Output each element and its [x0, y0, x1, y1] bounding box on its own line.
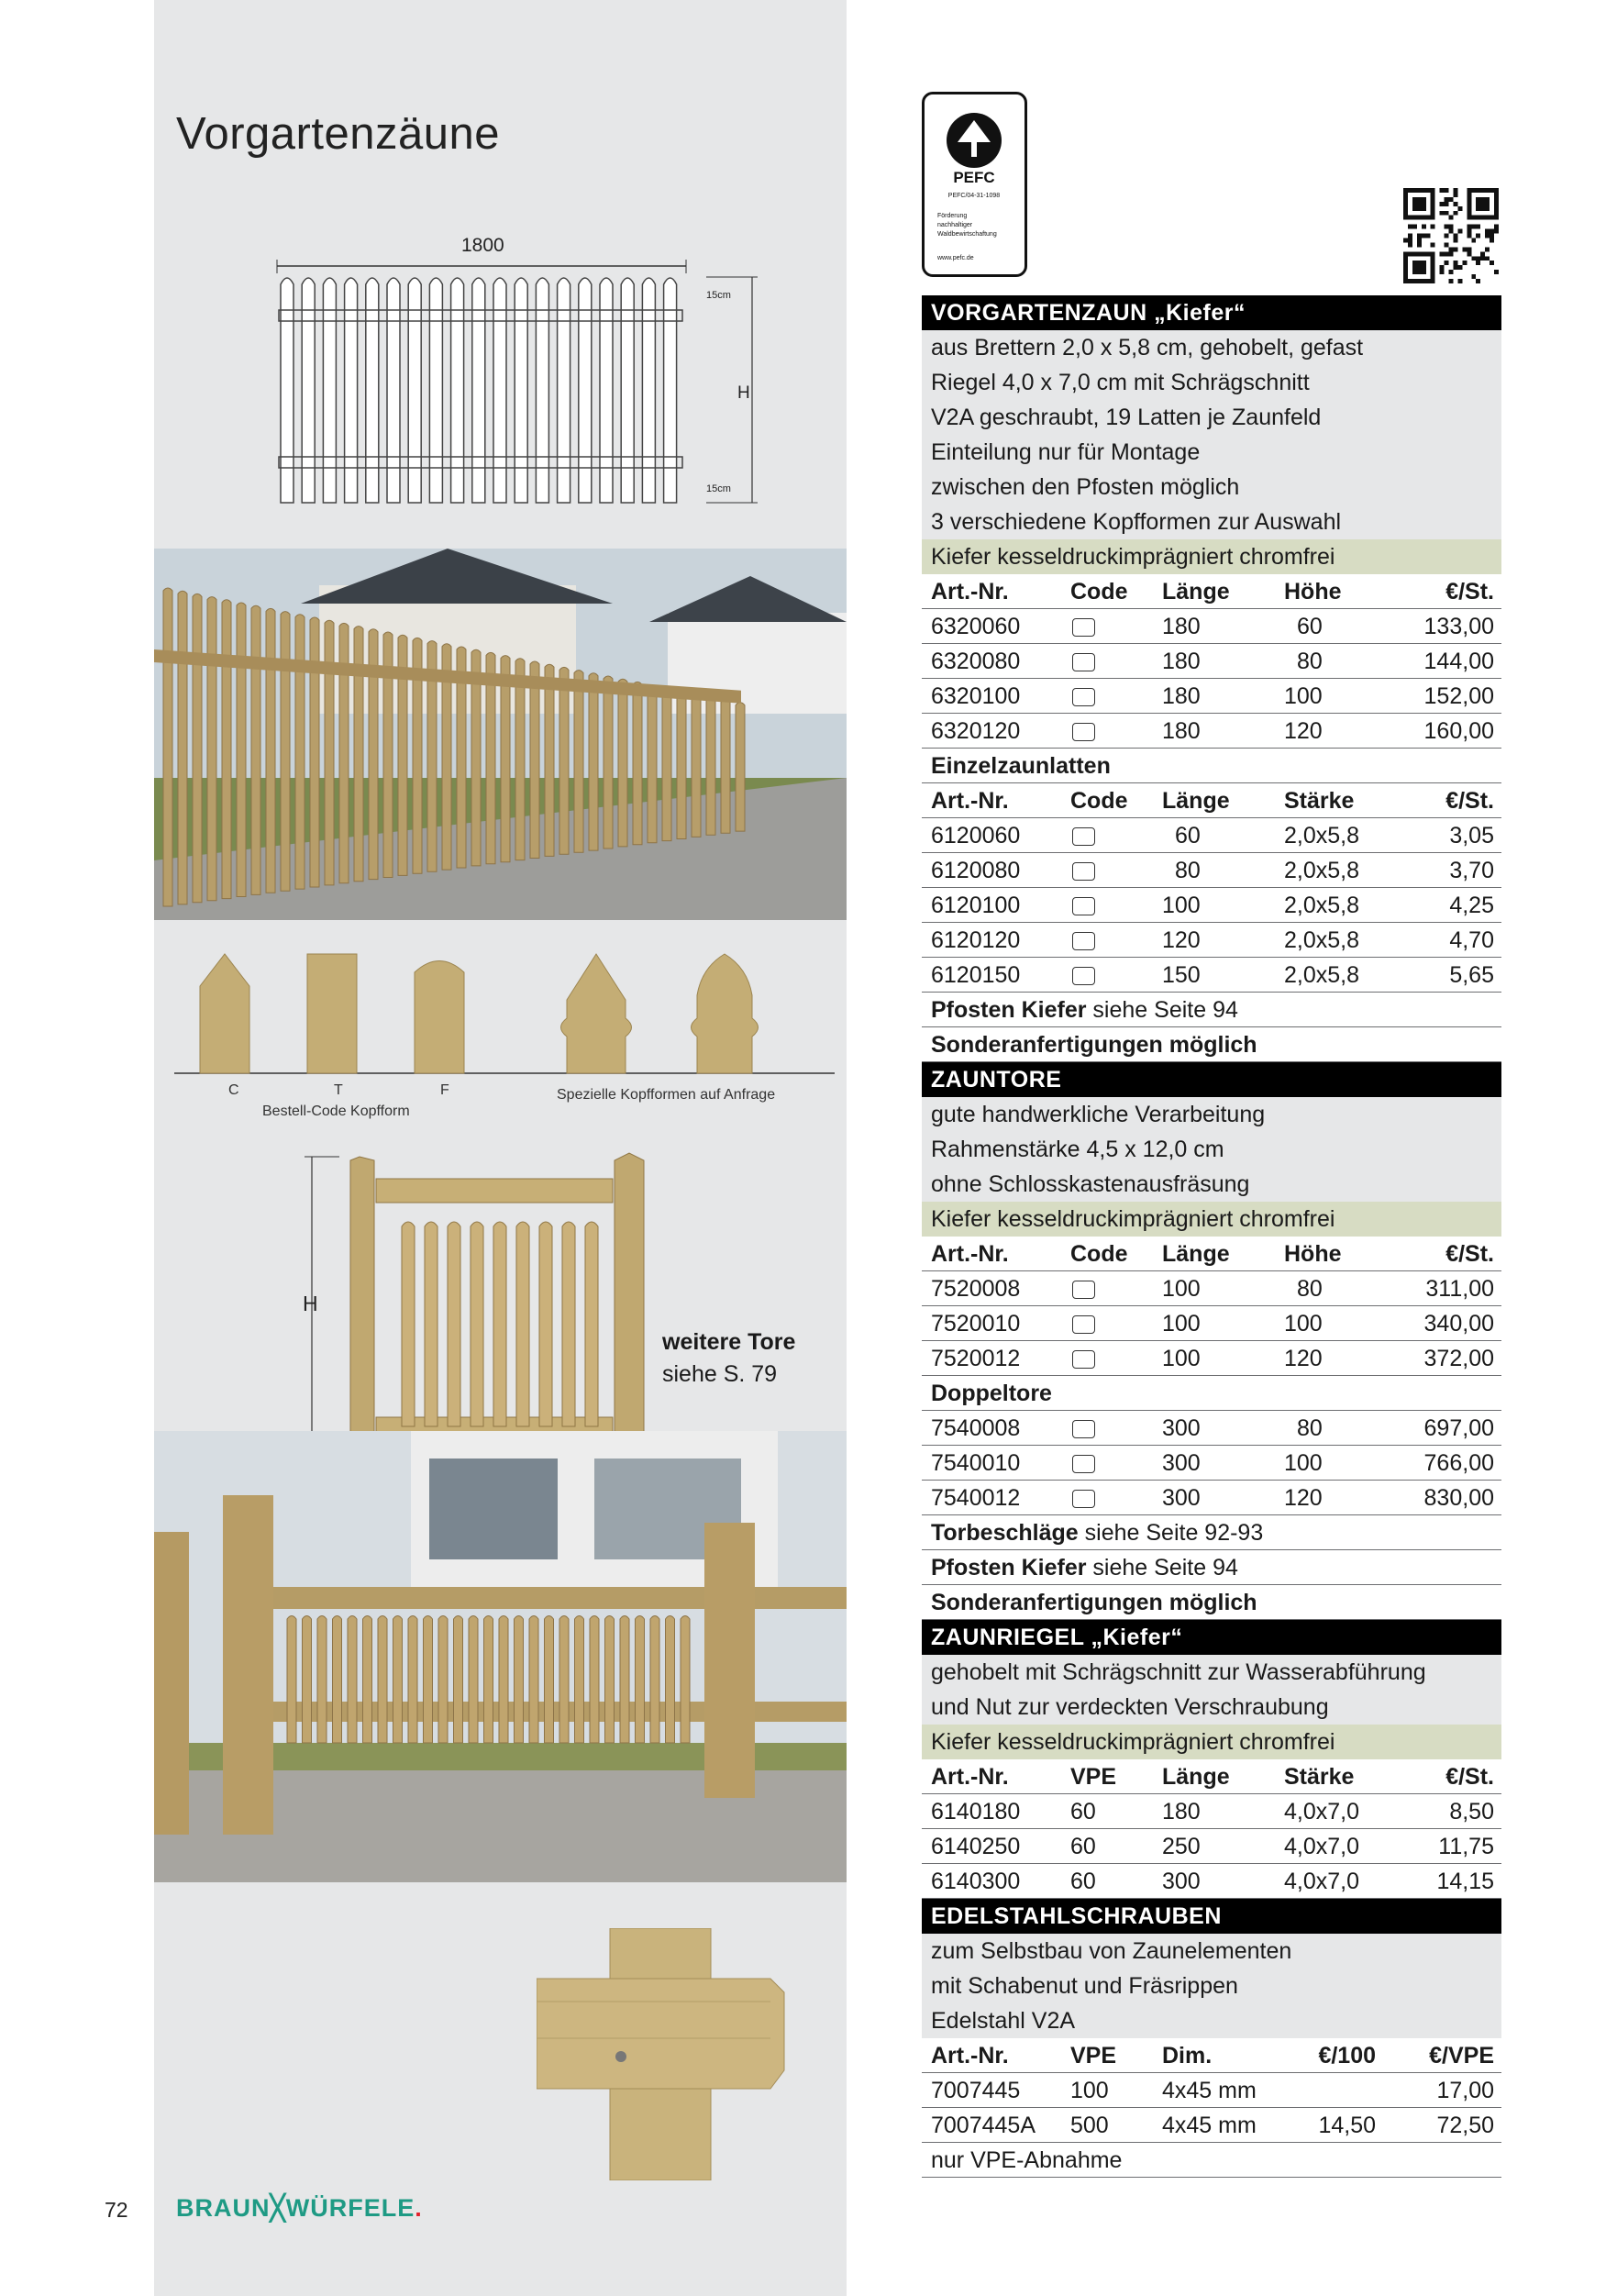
photo-picket — [589, 673, 598, 850]
sub-title: Doppeltore — [922, 1376, 1501, 1411]
photo-picket — [515, 659, 525, 860]
riegel-material: Kiefer kesseldruckimprägniert chromfrei — [922, 1725, 1501, 1759]
riegel-desc-1: gehobelt mit Schrägschnitt zur Wasserabführung — [922, 1655, 1501, 1690]
photo-picket — [666, 1616, 675, 1744]
code-checkbox[interactable] — [1072, 862, 1095, 881]
page-title: Vorgartenzäune — [176, 109, 500, 159]
page-number: 72 — [105, 2198, 128, 2222]
code-t: T — [334, 1082, 343, 1098]
width-label: 1800 — [461, 235, 504, 256]
picket — [515, 278, 527, 503]
photo-picket — [559, 667, 569, 854]
gate-photo — [154, 1431, 847, 1882]
picket — [366, 278, 379, 503]
gate-picket — [493, 1222, 506, 1426]
table-row: 6320100 180 100 152,00 — [922, 679, 1501, 714]
photo-picket — [515, 1616, 524, 1744]
photo-picket — [178, 591, 187, 904]
photo-picket — [530, 661, 539, 859]
table-row: 6140250 60 250 4,0x7,0 11,75 — [922, 1829, 1501, 1864]
table-header: Art.-Nr. VPE Länge Stärke €/St. — [922, 1759, 1501, 1794]
section-kiefer-title: VORGARTENZAUN „Kiefer“ — [922, 295, 1501, 330]
fence-photo — [154, 549, 847, 920]
photo-picket — [207, 597, 216, 901]
tore-desc-1: gute handwerkliche Verarbeitung — [922, 1097, 1501, 1132]
pefc-label: PEFC — [953, 169, 995, 186]
photo-picket — [266, 608, 275, 893]
photo-picket — [620, 1616, 629, 1744]
photo-picket — [721, 700, 730, 834]
photo-picket — [348, 1616, 357, 1744]
brand-dot: . — [415, 2194, 423, 2222]
code-checkbox[interactable] — [1072, 618, 1095, 637]
code-checkbox[interactable] — [1072, 1315, 1095, 1334]
photo-picket — [736, 703, 745, 831]
picket — [579, 278, 592, 503]
photo-picket — [237, 603, 246, 897]
tore-desc-2: Rahmenstärke 4,5 x 12,0 cm — [922, 1132, 1501, 1167]
kiefer-material: Kiefer kesseldruckimprägniert chromfrei — [922, 539, 1501, 574]
photo-picket — [287, 1616, 296, 1744]
table-header: Art.-Nr. Code Länge Höhe €/St. — [922, 1237, 1501, 1271]
gate-picket — [402, 1222, 415, 1426]
gate-picket — [448, 1222, 460, 1426]
photo-picket — [681, 1616, 690, 1744]
table-row: 7540012 300 120 830,00 — [922, 1481, 1501, 1515]
photo-picket — [454, 1616, 463, 1744]
table-row: 7007445A 500 4x45 mm 14,50 72,50 — [922, 2108, 1501, 2143]
table-header: Art.-Nr. VPE Dim. €/100 €/VPE — [922, 2038, 1501, 2073]
section-riegel-title: ZAUNRIEGEL „Kiefer“ — [922, 1620, 1501, 1655]
photo-picket — [706, 696, 715, 835]
code-checkbox[interactable] — [1072, 827, 1095, 846]
picket — [451, 278, 464, 503]
photo-picket — [325, 620, 334, 885]
vpe-note: nur VPE-Abnahme — [922, 2143, 1501, 2178]
kiefer-desc-3: V2A geschraubt, 19 Latten je Zaunfeld — [922, 400, 1501, 435]
photo-picket — [333, 1616, 342, 1744]
photo-picket — [650, 1616, 659, 1744]
code-checkbox[interactable] — [1072, 1490, 1095, 1508]
photo-picket — [545, 1616, 554, 1744]
picket — [302, 278, 315, 503]
picket — [621, 278, 634, 503]
posts-reference: Pfosten Kiefer siehe Seite 94 — [922, 1550, 1501, 1585]
qr-code[interactable] — [1403, 188, 1499, 283]
pefc-text2: nachhaltiger — [937, 222, 973, 228]
table-row: 6120100 100 2,0x5,8 4,25 — [922, 888, 1501, 923]
code-checkbox[interactable] — [1072, 1455, 1095, 1473]
photo-picket — [222, 600, 231, 899]
photo-picket — [281, 612, 290, 892]
photo-picket — [618, 679, 627, 847]
section-schrauben-title: EDELSTAHLSCHRAUBEN — [922, 1899, 1501, 1934]
picket — [345, 278, 358, 503]
table-row: 6140180 60 180 4,0x7,0 8,50 — [922, 1794, 1501, 1829]
table-row: 7007445 100 4x45 mm 17,00 — [922, 2073, 1501, 2108]
table-row: 6320060 180 60 133,00 — [922, 609, 1501, 644]
picket — [408, 278, 421, 503]
photo-picket — [295, 615, 305, 889]
photo-picket — [484, 1616, 493, 1744]
photo-picket — [393, 1616, 403, 1744]
photo-picket — [605, 1616, 615, 1744]
fence-diagram — [266, 229, 761, 514]
photo-picket — [575, 1616, 584, 1744]
gate-picket — [516, 1222, 529, 1426]
bottom-gap-label: 15cm — [706, 483, 731, 494]
code-checkbox[interactable] — [1072, 688, 1095, 706]
more-gates-ref: siehe S. 79 — [662, 1361, 778, 1387]
photo-picket — [574, 671, 583, 853]
code-checkbox[interactable] — [1072, 897, 1095, 915]
section-tore-title: ZAUNTORE — [922, 1062, 1501, 1097]
top-gap-label: 15cm — [706, 290, 731, 301]
table-row: 7520010 100 100 340,00 — [922, 1306, 1501, 1341]
tore-material: Kiefer kesseldruckimprägniert chromfrei — [922, 1202, 1501, 1237]
code-c: C — [228, 1082, 239, 1098]
photo-picket — [604, 676, 613, 849]
gate-picket — [585, 1222, 598, 1426]
photo-picket — [692, 693, 701, 837]
kiefer-desc-1: aus Brettern 2,0 x 5,8 cm, gehobelt, gefast — [922, 330, 1501, 365]
gate-picket — [471, 1222, 483, 1426]
gate-picket — [562, 1222, 575, 1426]
kiefer-desc-6: 3 verschiedene Kopfformen zur Auswahl — [922, 505, 1501, 539]
pefc-logo — [922, 92, 1027, 277]
photo-picket — [559, 1616, 569, 1744]
code-checkbox[interactable] — [1072, 932, 1095, 950]
schrauben-desc-3: Edelstahl V2A — [922, 2003, 1501, 2038]
custom-note: Sonderanfertigungen möglich — [922, 1585, 1501, 1620]
table-header: Art.-Nr. Code Länge Höhe €/St. — [922, 574, 1501, 609]
photo-picket — [378, 1616, 387, 1744]
table-row: 7520008 100 80 311,00 — [922, 1271, 1501, 1306]
kiefer-desc-2: Riegel 4,0 x 7,0 cm mit Schrägschnitt — [922, 365, 1501, 400]
brand-logo — [176, 2194, 423, 2223]
picket — [472, 278, 485, 503]
table-header: Art.-Nr. Code Länge Stärke €/St. — [922, 783, 1501, 818]
photo-picket — [424, 1616, 433, 1744]
schrauben-desc-1: zum Selbstbau von Zaunelementen — [922, 1934, 1501, 1969]
posts-reference: Pfosten Kiefer siehe Seite 94 — [922, 993, 1501, 1027]
rail-photo — [537, 1928, 848, 2180]
code-checkbox[interactable] — [1072, 1281, 1095, 1299]
picket — [642, 278, 655, 503]
picket — [558, 278, 570, 503]
photo-picket — [251, 605, 260, 894]
code-checkbox[interactable] — [1072, 1350, 1095, 1369]
photo-picket — [438, 1616, 448, 1744]
head-shapes — [174, 949, 835, 1078]
gate-picket — [539, 1222, 552, 1426]
custom-note: Sonderanfertigungen möglich — [922, 1027, 1501, 1062]
picket — [600, 278, 613, 503]
table-row: 7520012 100 120 372,00 — [922, 1341, 1501, 1376]
special-caption: Spezielle Kopfformen auf Anfrage — [557, 1087, 776, 1103]
fittings-reference: Torbeschläge siehe Seite 92-93 — [922, 1515, 1501, 1550]
photo-picket — [529, 1616, 538, 1744]
picket — [536, 278, 548, 503]
code-checkbox[interactable] — [1072, 653, 1095, 671]
riegel-desc-2: und Nut zur verdeckten Verschraubung — [922, 1690, 1501, 1725]
more-gates — [662, 1326, 795, 1391]
code-checkbox[interactable] — [1072, 967, 1095, 985]
photo-picket — [648, 685, 657, 843]
table-row: 6120120 120 2,0x5,8 4,70 — [922, 923, 1501, 958]
table-row: 6140300 60 300 4,0x7,0 14,15 — [922, 1864, 1501, 1899]
brand-name: BRAUN╳WÜRFELE — [176, 2194, 415, 2222]
photo-picket — [163, 588, 172, 906]
table-row: 7540008 300 80 697,00 — [922, 1411, 1501, 1446]
table-row: 6120080 80 2,0x5,8 3,70 — [922, 853, 1501, 888]
gate-height-label: H — [303, 1292, 318, 1315]
height-label: H — [737, 383, 750, 403]
gate-picket — [425, 1222, 437, 1426]
table-row: 6120060 60 2,0x5,8 3,05 — [922, 818, 1501, 853]
photo-picket — [636, 1616, 645, 1744]
photo-picket — [408, 1616, 417, 1744]
tore-desc-3: ohne Schlosskastenausfräsung — [922, 1167, 1501, 1202]
pefc-text1: Förderung — [937, 213, 968, 219]
table-row: 6320120 180 120 160,00 — [922, 714, 1501, 749]
table-row: 6120150 150 2,0x5,8 5,65 — [922, 958, 1501, 993]
photo-picket — [633, 682, 642, 844]
picket — [323, 278, 336, 503]
photo-picket — [662, 688, 671, 841]
photo-picket — [590, 1616, 599, 1744]
code-checkbox[interactable] — [1072, 1420, 1095, 1438]
pefc-code: PEFC/04-31-1098 — [947, 193, 1001, 199]
photo-picket — [469, 1616, 478, 1744]
head-caption: Bestell-Code Kopfform — [262, 1104, 410, 1119]
table-row: 7540010 300 100 766,00 — [922, 1446, 1501, 1481]
photo-picket — [193, 593, 202, 902]
photo-picket — [545, 664, 554, 856]
more-gates-title: weitere Tore — [662, 1329, 796, 1355]
photo-picket — [677, 691, 686, 839]
picket — [664, 278, 677, 503]
code-checkbox[interactable] — [1072, 723, 1095, 741]
photo-picket — [303, 1616, 312, 1744]
picket — [387, 278, 400, 503]
photo-picket — [310, 617, 319, 887]
code-f: F — [440, 1082, 449, 1098]
pefc-url: www.pefc.de — [937, 255, 974, 261]
gate-diagram — [303, 1151, 651, 1445]
sub-title: Einzelzaunlatten — [922, 749, 1501, 783]
schrauben-desc-2: mit Schabenut und Fräsrippen — [922, 1969, 1501, 2003]
photo-picket — [317, 1616, 327, 1744]
picket — [281, 278, 293, 503]
picket — [493, 278, 506, 503]
photo-picket — [499, 1616, 508, 1744]
pefc-text3: Waldbewirtschaftung — [937, 231, 997, 238]
table-row: 6320080 180 80 144,00 — [922, 644, 1501, 679]
kiefer-desc-4: Einteilung nur für Montage — [922, 435, 1501, 470]
product-column — [922, 295, 1501, 2178]
photo-picket — [339, 623, 349, 882]
photo-picket — [363, 1616, 372, 1744]
picket — [429, 278, 442, 503]
kiefer-desc-5: zwischen den Pfosten möglich — [922, 470, 1501, 505]
